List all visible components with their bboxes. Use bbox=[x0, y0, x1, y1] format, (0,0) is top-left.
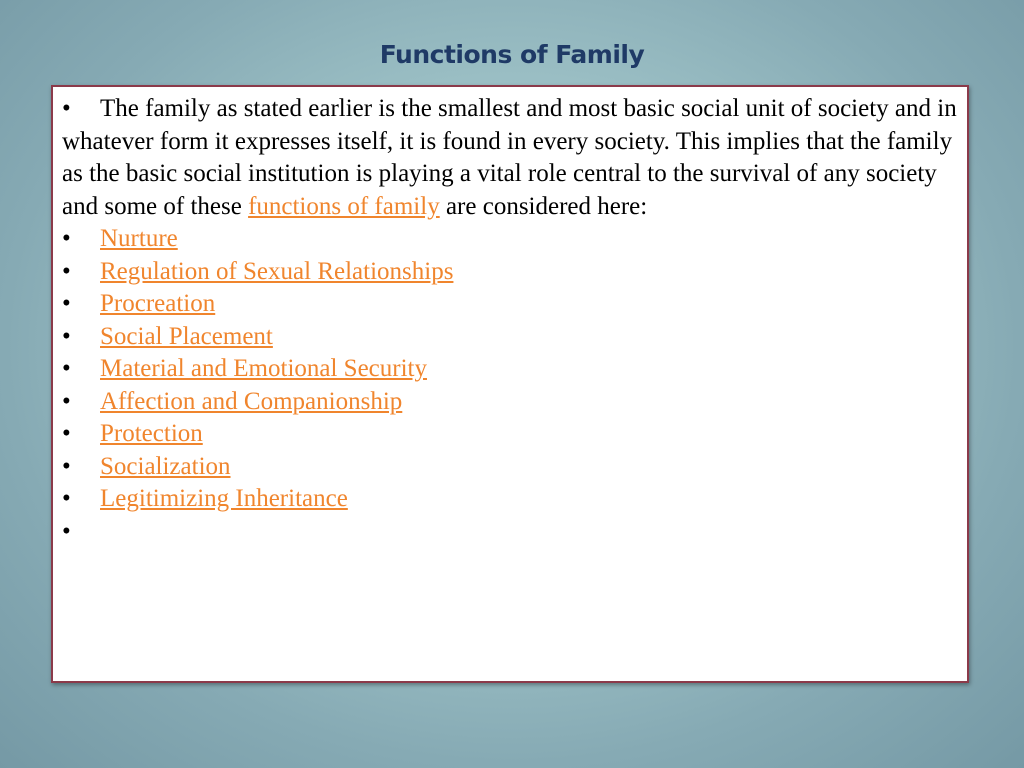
content-text bbox=[62, 93, 962, 548]
procreation-link[interactable]: Procreation bbox=[100, 290, 216, 317]
list-item bbox=[62, 386, 962, 419]
bullet-icon: • bbox=[62, 257, 71, 285]
functions-of-family-link[interactable]: functions of family bbox=[248, 192, 440, 220]
bullet-icon: • bbox=[62, 225, 71, 252]
intro-paragraph bbox=[62, 93, 962, 223]
nurture-link[interactable]: Nurture bbox=[100, 225, 178, 252]
bullet-icon: • bbox=[62, 95, 71, 122]
intro-text: The family as stated earlier is the smallest and most basic social unit of society and in whatever form it expresses itself, it is found in every society. This implies that the family as the basic social institution is playing a vital role central to the survival of any society and some of these bbox=[62, 95, 957, 220]
legitimizing-inheritance-link[interactable]: Legitimizing Inheritance bbox=[100, 485, 348, 512]
bullet-icon: • bbox=[62, 452, 71, 480]
intro-tail: are considered here: bbox=[439, 192, 648, 220]
content-box bbox=[51, 85, 969, 683]
bullet-icon: • bbox=[62, 485, 71, 512]
bullet-icon: • bbox=[62, 322, 71, 350]
socialization-link[interactable]: Socialization bbox=[100, 452, 231, 480]
bullet-icon: • bbox=[62, 517, 71, 545]
social-placement-link[interactable]: Social Placement bbox=[100, 322, 273, 350]
protection-link[interactable]: Protection bbox=[100, 420, 203, 447]
list-item bbox=[62, 223, 962, 256]
list-item bbox=[62, 451, 962, 484]
list-item bbox=[62, 288, 962, 321]
list-item bbox=[62, 483, 962, 516]
bullet-icon: • bbox=[62, 355, 71, 382]
list-item bbox=[62, 321, 962, 354]
slide-title: Functions of Family bbox=[379, 40, 645, 69]
affection-and-companionship-link[interactable]: Affection and Companionship bbox=[100, 387, 403, 415]
list-item bbox=[62, 256, 962, 289]
bullet-icon: • bbox=[62, 387, 71, 415]
bullet-icon: • bbox=[62, 420, 71, 447]
list-item bbox=[62, 353, 962, 386]
bullet-icon: • bbox=[62, 290, 71, 317]
functions-list bbox=[62, 223, 962, 548]
list-item bbox=[62, 418, 962, 451]
regulation-of-sexual-relationships-link[interactable]: Regulation of Sexual Relationships bbox=[100, 257, 454, 285]
list-item-empty bbox=[62, 516, 962, 549]
material-and-emotional-security-link[interactable]: Material and Emotional Security bbox=[100, 355, 427, 382]
